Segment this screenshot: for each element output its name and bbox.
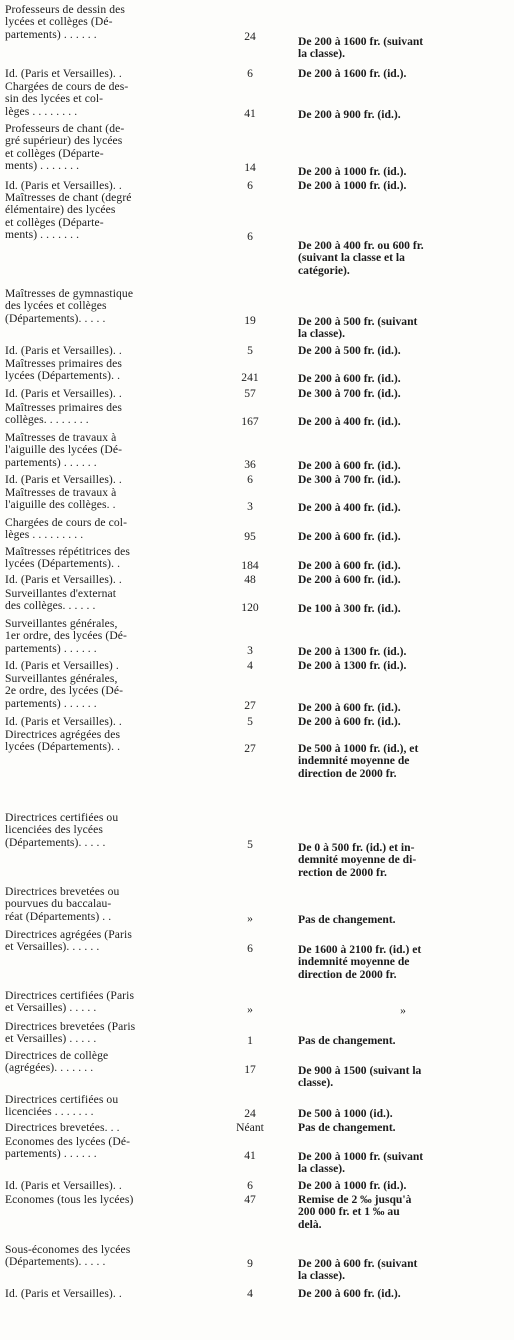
position-label: Directrices brevetées. . . xyxy=(5,1121,120,1134)
salary-change: De 200 à 600 fr. (id.). xyxy=(298,573,401,586)
salary-change: De 200 à 600 fr. (id.). xyxy=(298,715,401,728)
staff-count: 4 xyxy=(247,659,253,672)
position-label: Id. (Paris et Versailles). . xyxy=(5,1287,122,1300)
position-label: Id. (Paris et Versailles). . xyxy=(5,67,122,80)
staff-count: 167 xyxy=(241,415,259,429)
position-label: Professeurs de chant (de- gré supérieur) des lycées et collèges (Départe- ments) . . . . . . . xyxy=(5,122,125,173)
salary-change: De 200 à 1300 fr. (id.). xyxy=(298,659,407,672)
salary-change: De 1600 à 2100 fr. (id.) et indemnité moyenne de direction de 2000 fr. xyxy=(298,943,422,981)
salary-change: De 200 à 600 fr. (id.). xyxy=(298,701,401,714)
position-label: Maîtresses primaires des lycées (Départements). . xyxy=(5,357,123,383)
position-label: Chargées de cours de col- lèges . . . . . . . . . xyxy=(5,516,128,542)
position-label: Directrices agrégées (Paris et Versailles). . . . . . xyxy=(5,928,132,954)
salary-change: De 200 à 600 fr. (id.). xyxy=(298,1287,401,1300)
salary-change: De 200 à 1000 fr. (id.). xyxy=(298,179,407,192)
staff-count: » xyxy=(247,1003,253,1017)
staff-count: 48 xyxy=(244,573,256,586)
salary-change: De 200 à 500 fr. (suivant la classe). xyxy=(298,315,418,341)
staff-count: 9 xyxy=(247,1257,253,1271)
salary-change: Pas de changement. xyxy=(298,1121,396,1134)
salary-change: De 200 à 600 fr. (id.). xyxy=(298,530,401,543)
position-label: Id. (Paris et Versailles). . xyxy=(5,387,122,400)
staff-count: 184 xyxy=(241,559,259,573)
salary-change: Pas de changement. xyxy=(298,913,396,926)
salary-change: De 200 à 600 fr. (id.). xyxy=(298,459,401,472)
position-label: Maîtresses répétitrices des lycées (Départements). . xyxy=(5,545,131,571)
salary-change: De 900 à 1500 (suivant la classe). xyxy=(298,1064,422,1090)
salary-change: De 200 à 600 fr. (id.). xyxy=(298,559,401,572)
staff-count: 24 xyxy=(244,29,256,43)
staff-count: 6 xyxy=(247,179,253,192)
staff-count: 6 xyxy=(247,230,253,244)
salary-change: De 200 à 1300 fr. (id.). xyxy=(298,645,407,658)
staff-count: 6 xyxy=(247,942,253,956)
position-label: Id. (Paris et Versailles). . xyxy=(5,715,122,728)
salary-change: De 200 à 400 fr. (id.). xyxy=(298,501,401,514)
position-label: Directrices agrégées des lycées (Départements). . xyxy=(5,728,121,754)
staff-count: 24 xyxy=(244,1107,256,1121)
position-label: Directrices certifiées ou licenciées des lycées (Départements). . . . . xyxy=(5,811,119,849)
salary-change: De 200 à 1000 fr. (id.). xyxy=(298,1179,407,1192)
position-label: Surveillantes générales, 2e ordre, des lycées (Dé- partements) . . . . . . xyxy=(5,672,124,710)
staff-count: Néant xyxy=(236,1121,264,1134)
position-label: Id. (Paris et Versailles). . xyxy=(5,344,122,357)
salary-change: De 200 à 400 fr. (id.). xyxy=(298,415,401,428)
staff-count: 14 xyxy=(244,161,256,175)
salary-change: De 100 à 300 fr. (id.). xyxy=(298,602,401,615)
position-label: Id. (Paris et Versailles). . xyxy=(5,1179,122,1192)
salary-change: Pas de changement. xyxy=(298,1034,396,1047)
position-label: Maîtresses de travaux à l'aiguille des collèges. . xyxy=(5,486,117,512)
position-label: Sous-économes des lycées (Départements). . . . . xyxy=(5,1243,131,1269)
salary-change: De 200 à 1000 fr. (id.). xyxy=(298,165,407,178)
staff-count: 41 xyxy=(244,1149,256,1163)
salary-change: De 200 à 1600 fr. (suivant la classe). xyxy=(298,35,424,61)
position-label: Surveillantes d'externat des collèges. . . . . . xyxy=(5,587,117,613)
position-label: Id. (Paris et Versailles). . xyxy=(5,473,122,486)
position-label: Id. (Paris et Versailles) . xyxy=(5,659,119,672)
salary-change: De 500 à 1000 fr. (id.), et indemnité moyenne de direction de 2000 fr. xyxy=(298,742,419,780)
position-label: Id. (Paris et Versailles). . xyxy=(5,573,122,586)
staff-count: 5 xyxy=(247,715,253,728)
staff-count: 17 xyxy=(244,1063,256,1077)
staff-count: 41 xyxy=(244,106,256,120)
staff-count: 1 xyxy=(247,1034,253,1048)
staff-count: 6 xyxy=(247,67,253,80)
position-label: Maîtresses primaires des collèges. . . . . . . . xyxy=(5,401,123,427)
position-label: Directrices brevetées (Paris et Versailles) . . . . . xyxy=(5,1020,136,1046)
staff-count: 6 xyxy=(247,473,253,486)
salary-change: De 200 à 400 fr. ou 600 fr. (suivant la classe et la catégorie). xyxy=(298,239,424,277)
position-label: Professeurs de dessin des lycées et collèges (Dé- partements) . . . . . . xyxy=(5,3,126,41)
position-label: Maîtresses de gymnastique des lycées et collèges (Départements). . . . . xyxy=(5,287,134,325)
position-label: Directrices certifiées ou licenciées . . . . . . . xyxy=(5,1093,119,1119)
position-label: Directrices brevetées ou pourvues du baccalau- réat (Départements) . . xyxy=(5,885,120,923)
position-label: Directrices de collège (agrégées). . . . . . . xyxy=(5,1049,109,1075)
salary-change: De 200 à 900 fr. (id.). xyxy=(298,108,401,121)
staff-count: 120 xyxy=(241,601,259,615)
salary-change: De 200 à 500 fr. (id.). xyxy=(298,344,401,357)
staff-count: 6 xyxy=(247,1179,253,1192)
salary-change: De 200 à 1000 fr. (suivant la classe). xyxy=(298,1150,424,1176)
staff-count: 27 xyxy=(244,742,256,756)
position-label: Economes (tous les lycées) xyxy=(5,1193,134,1206)
staff-count: 5 xyxy=(247,344,253,357)
staff-count: 19 xyxy=(244,313,256,327)
salary-change: De 200 à 1600 fr. (id.). xyxy=(298,67,407,80)
staff-count: 3 xyxy=(247,500,253,514)
staff-count: 47 xyxy=(244,1193,256,1206)
salary-change: » xyxy=(400,1004,406,1017)
position-label: Maîtresses de chant (degré élémentaire) des lycées et collèges (Départe- ments) . . . . . . . xyxy=(5,191,132,242)
staff-count: 27 xyxy=(244,698,256,712)
position-label: Directrices certifiées (Paris et Versailles) . . . . . xyxy=(5,989,135,1015)
salary-change: De 300 à 700 fr. (id.). xyxy=(298,387,401,400)
staff-count: » xyxy=(247,911,253,925)
position-label: Surveillantes générales, 1er ordre, des lycées (Dé- partements) . . . . . . xyxy=(5,617,128,655)
salary-change: De 200 à 600 fr. (id.). xyxy=(298,372,401,385)
staff-count: 4 xyxy=(247,1287,253,1300)
staff-count: 5 xyxy=(247,837,253,851)
salary-change: De 200 à 600 fr. (suivant la classe). xyxy=(298,1257,418,1283)
staff-count: 95 xyxy=(244,530,256,544)
position-label: Id. (Paris et Versailles). . xyxy=(5,179,122,192)
position-label: Economes des lycées (Dé- partements) . . . . . . xyxy=(5,1135,131,1161)
position-label: Chargées de cours de des- sin des lycées et col- lèges . . . . . . . . xyxy=(5,80,129,118)
position-label: Maîtresses de travaux à l'aiguille des lycées (Dé- partements) . . . . . . xyxy=(5,431,123,469)
staff-count: 57 xyxy=(244,387,256,400)
staff-count: 3 xyxy=(247,643,253,657)
salary-change: De 500 à 1000 (id.). xyxy=(298,1107,393,1120)
salary-change: De 0 à 500 fr. (id.) et in- demnité moyenne de di- rection de 2000 fr. xyxy=(298,841,417,879)
salary-change: De 300 à 700 fr. (id.). xyxy=(298,473,401,486)
staff-count: 241 xyxy=(241,371,259,385)
staff-count: 36 xyxy=(244,457,256,471)
salary-change: Remise de 2 ‰ jusqu'à 200 000 fr. et 1 ‰ au delà. xyxy=(298,1193,412,1231)
